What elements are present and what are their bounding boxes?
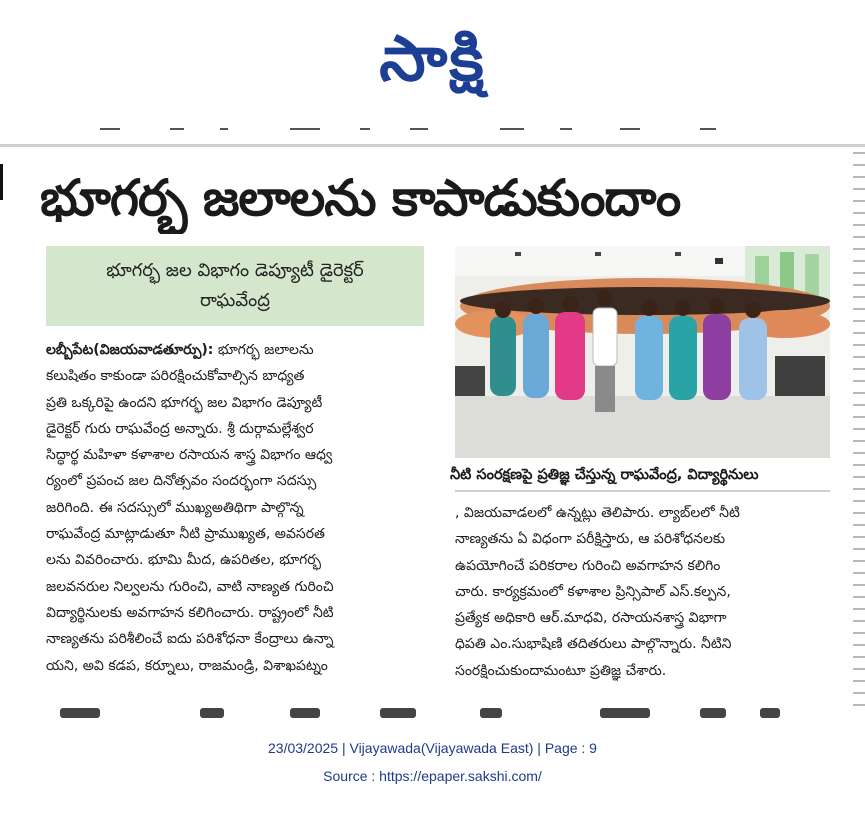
photo-caption: నీటి సంరక్షణపై ప్రతిజ్ఞ చేస్తున్న రాఘవేంద్ర, విద్యార్థినులు [450, 467, 759, 483]
body-line [46, 337, 424, 363]
body-line: జరిగింది. ఈ సదస్సులో ముఖ్యఅతిథిగా పాల్గొన్న [46, 499, 304, 516]
article-headline: భూగర్భ జలాలను కాపాడుకుందాం [40, 169, 681, 227]
body-line: ధిపతి ఎం.సుభాషిణి తదితరులు పాల్గొన్నారు. నీటిని [455, 636, 732, 653]
body-line: , విజయవాడలలో ఉన్నట్లు తెలిపారు. ల్యాబ్‌లలో నీటి [455, 505, 740, 521]
article-body-right-column [455, 500, 835, 684]
article-subhead [46, 246, 424, 326]
body-line: రాఘవేంద్ర మాట్లాడుతూ నీటి ప్రాముఖ్యత, అవసరత [46, 526, 325, 543]
body-line: యని, అవి కడప, కర్నూలు, రాజమండ్రి, విశాఖపట్నం [46, 657, 328, 674]
body-line: సంరక్షించుకుందామంటూ ప్రతిజ్ఞ చేశారు. [455, 662, 667, 679]
article-body-left-column [46, 337, 424, 679]
body-line: ర్యంలో ప్రపంచ జల దినోత్సవం సందర్భంగా సదస్సు [46, 473, 317, 490]
body-line: చారు. కార్యక్రమంలో కళాశాల ప్రిన్సిపాల్ ఎస్.కల్పన, [455, 583, 731, 600]
subhead-line: భూగర్భ జల విభాగం డెప్యూటీ డైరెక్టర్ [106, 260, 364, 281]
newspaper-clipping [0, 122, 865, 720]
page-footer [0, 738, 865, 786]
body-line: నాణ్యతను పరిశీలించే ఐదు పరిశోధనా కేంద్రాలు ఉన్నా [46, 631, 334, 648]
body-line: ఉపయోగించే పరికరాల గురించి అవగాహన కలిగిం [455, 557, 721, 574]
article-photo [455, 246, 830, 458]
body-line: నాణ్యతను ఏ విధంగా పరీక్షిస్తారు, ఆ పరిశోధనలకు [455, 531, 726, 548]
cropped-text-strip-bottom [40, 702, 840, 720]
masthead [0, 0, 865, 118]
body-line: ప్రతి ఒక్కరిపై ఉందని భూగర్భ జల విభాగం డెప్యూటీ [46, 394, 323, 411]
group-photo-illustration [455, 246, 830, 458]
adjacent-column-edge [853, 152, 865, 712]
body-line: కలుషితం కాకుండా పరిరక్షించుకోవాల్సిన బాధ్యత [46, 368, 305, 385]
cropped-text-strip-top [100, 128, 760, 142]
dateline: లబ్బీపేట(విజయవాడతూర్పు): [46, 342, 214, 358]
body-line-text: భూగర్భ జలాలను [213, 342, 314, 358]
sakshi-logo: సాక్షి [379, 21, 486, 96]
body-line: లను వివరించారు. భూమి మీద, ఉపరితల, భూగర్భ [46, 552, 322, 569]
subhead-line: రాఘవేంద్ర [200, 290, 270, 311]
body-line: ప్రత్యేక అధికారి ఆర్.మాధవి, రసాయనశాస్త్ర విభాగా [455, 610, 727, 627]
top-rule [0, 144, 865, 147]
body-line: డైరెక్టర్ గురు రాఘవేంద్ర అన్నారు. శ్రీ దుర్గామల్లేశ్వర [46, 420, 314, 437]
caption-rule [455, 490, 830, 492]
column-marker [0, 164, 3, 200]
body-line: విద్యార్థినులకు అవగాహన కలిగించారు. రాష్ట్రంలో నీటి [46, 604, 334, 621]
edition-info: 23/03/2025 | Vijayawada(Vijayawada East) | Page : 9 [268, 740, 597, 756]
body-line: జలవనరుల నిల్వలను గురించి, వాటి నాణ్యత గురించి [46, 578, 334, 595]
body-line: సిద్ధార్థ మహిళా కళాశాల రసాయన శాస్త్ర విభాగం ఆధ్వ [46, 447, 333, 464]
source-link[interactable]: Source : https://epaper.sakshi.com/ [323, 768, 542, 784]
